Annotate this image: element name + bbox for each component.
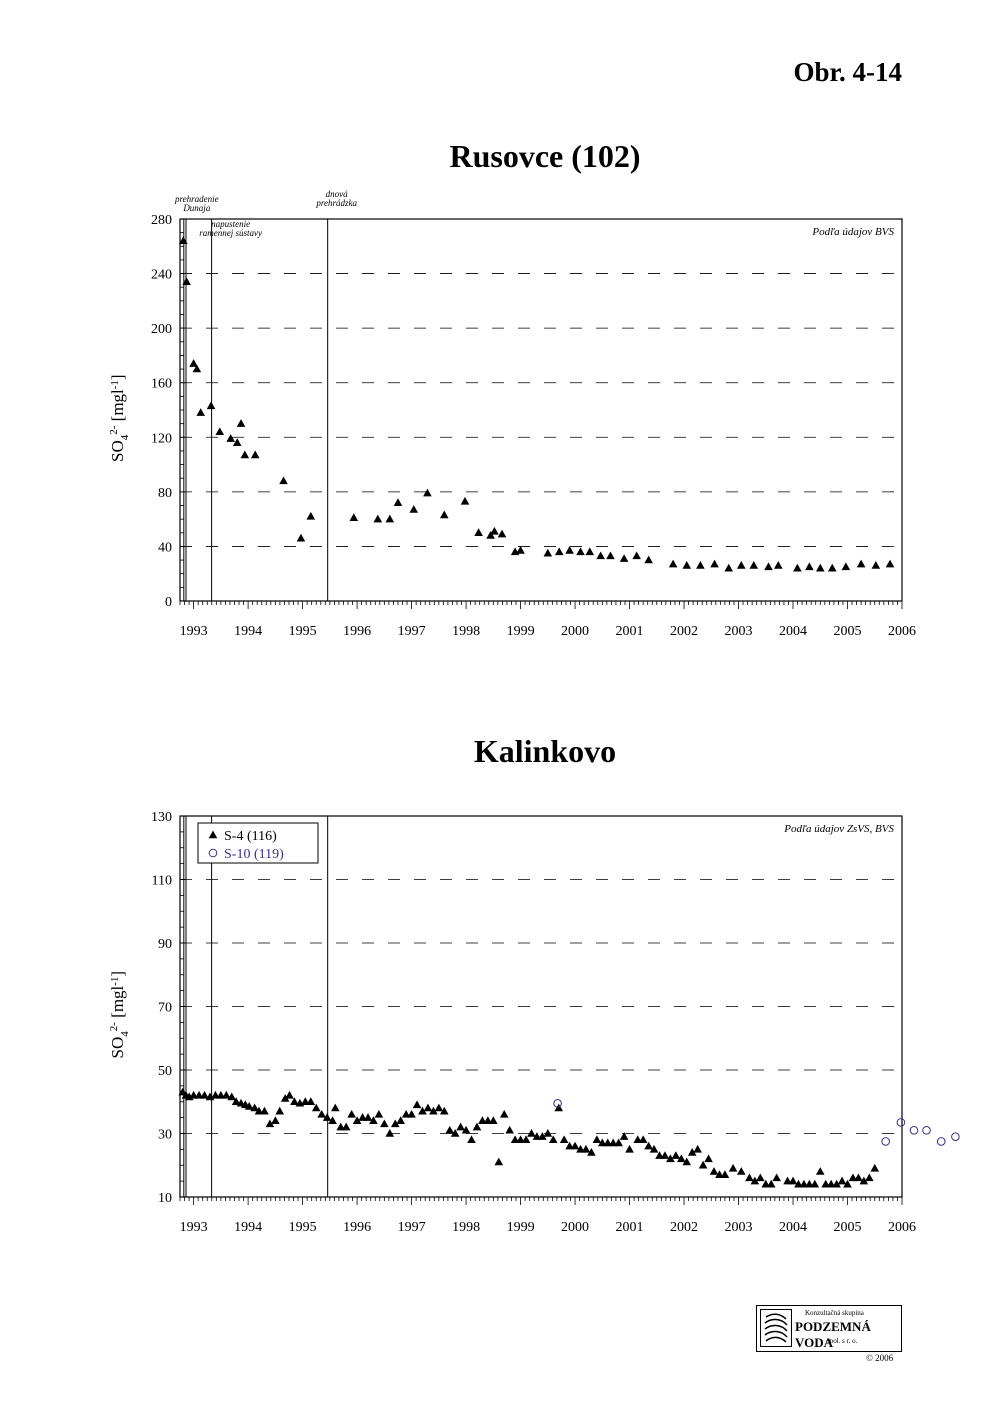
data-point-triangle	[489, 1116, 498, 1124]
y-tick-label: 80	[158, 485, 172, 501]
data-point-triangle	[606, 551, 615, 559]
data-point-triangle	[772, 1173, 781, 1181]
data-point-triangle	[445, 1126, 454, 1134]
company-logo	[756, 1305, 902, 1352]
data-point-triangle	[710, 560, 719, 568]
data-point-triangle	[516, 546, 525, 554]
data-point-triangle	[440, 511, 449, 519]
data-point-triangle	[737, 561, 746, 569]
event-label: ramennej sústavy	[199, 228, 262, 238]
y-axis-label: $SO_4^{2-}$ [mgl$^{-1}$]	[108, 970, 131, 1059]
x-tick-label: 2003	[724, 624, 753, 639]
data-point-triangle	[710, 1167, 719, 1175]
data-point-triangle	[375, 1110, 384, 1118]
data-point-triangle	[424, 1104, 433, 1112]
x-tick-label: 1994	[234, 1220, 263, 1235]
y-tick-label: 130	[151, 810, 172, 825]
data-point-triangle	[872, 561, 881, 569]
logo-company-name: PODZEMNÁ VODA	[795, 1319, 871, 1350]
y-tick-label: 40	[158, 540, 172, 556]
data-point-triangle	[582, 1145, 591, 1153]
data-point-triangle	[774, 561, 783, 569]
data-point-triangle	[237, 419, 246, 427]
data-point-triangle	[555, 547, 564, 555]
data-point-triangle	[672, 1151, 681, 1159]
data-point-triangle	[342, 1123, 351, 1131]
x-tick-label: 2006	[888, 1220, 916, 1235]
x-tick-label: 1993	[179, 624, 208, 639]
data-point-triangle	[505, 1126, 514, 1134]
x-tick-label: 2005	[833, 1220, 862, 1235]
figure-label: Obr. 4-14	[793, 57, 902, 87]
data-point-triangle	[704, 1154, 713, 1162]
x-tick-label: 1994	[234, 624, 263, 639]
data-point-triangle	[886, 560, 895, 568]
data-point-triangle	[350, 513, 359, 521]
legend-label: S-4 (116)	[224, 829, 277, 844]
data-point-triangle	[756, 1173, 765, 1181]
x-tick-label: 1995	[288, 624, 317, 639]
data-point-triangle	[682, 561, 691, 569]
y-tick-label: 70	[158, 1000, 172, 1016]
data-point-triangle	[306, 512, 315, 520]
data-point-triangle	[816, 564, 825, 572]
data-point-triangle	[838, 1177, 847, 1185]
data-point-triangle	[394, 498, 403, 506]
data-point-circle	[952, 1133, 960, 1141]
x-tick-label: 1997	[397, 624, 426, 639]
data-point-triangle	[565, 546, 574, 554]
data-point-triangle	[724, 564, 733, 572]
data-point-triangle	[865, 1173, 874, 1181]
data-point-triangle	[490, 527, 499, 535]
data-point-triangle	[661, 1151, 670, 1159]
y-axis-label: $SO_4^{2-}$ [mgl$^{-1}$]	[108, 374, 131, 462]
data-point-triangle	[544, 1129, 553, 1137]
x-tick-label: 2006	[888, 624, 916, 639]
x-tick-label: 2004	[779, 624, 808, 639]
data-point-triangle	[423, 489, 432, 497]
data-point-triangle	[560, 1135, 569, 1143]
y-tick-label: 10	[158, 1191, 172, 1206]
data-point-triangle	[544, 549, 553, 557]
x-tick-label: 2004	[779, 1220, 808, 1235]
data-point-triangle	[226, 434, 235, 442]
legend-label: S-10 (119)	[224, 847, 284, 862]
x-tick-label: 1993	[179, 1220, 208, 1235]
data-point-triangle	[596, 551, 605, 559]
data-point-triangle	[271, 1116, 280, 1124]
data-point-circle	[937, 1138, 945, 1146]
x-tick-label: 1999	[506, 1220, 535, 1235]
source-note: Podľa údajov BVS	[812, 226, 894, 238]
data-point-triangle	[279, 476, 288, 484]
x-tick-label: 1996	[343, 624, 372, 639]
x-tick-label: 1995	[288, 1220, 317, 1235]
event-label: napustenie	[211, 219, 251, 229]
data-point-triangle	[854, 1173, 863, 1181]
data-point-triangle	[494, 1158, 503, 1166]
data-point-triangle	[816, 1167, 825, 1175]
data-point-triangle	[632, 551, 641, 559]
y-tick-label: 160	[151, 376, 172, 392]
data-point-triangle	[275, 1107, 284, 1115]
y-tick-label: 200	[151, 322, 172, 338]
data-point-triangle	[347, 1110, 356, 1118]
data-point-triangle	[435, 1104, 444, 1112]
data-point-triangle	[620, 554, 629, 562]
data-point-triangle	[870, 1164, 879, 1172]
event-label: Dunaja	[183, 203, 211, 213]
data-point-circle	[910, 1127, 918, 1135]
series-2	[554, 1100, 959, 1146]
data-point-triangle	[233, 438, 242, 446]
data-point-triangle	[857, 560, 866, 568]
series-1	[178, 1088, 879, 1188]
source-note: Podľa údajov ZsVS, BVS	[784, 823, 894, 835]
y-tick-label: 240	[151, 267, 172, 283]
data-point-triangle	[842, 562, 851, 570]
logo-suffix: spol. s r. o.	[827, 1337, 858, 1345]
y-tick-label: 90	[158, 937, 172, 952]
data-point-triangle	[527, 1129, 536, 1137]
data-point-triangle	[749, 561, 758, 569]
data-point-triangle	[331, 1104, 340, 1112]
event-label: prehrádzka	[316, 198, 358, 208]
x-tick-label: 2002	[670, 1220, 699, 1235]
data-point-triangle	[625, 1145, 634, 1153]
data-point-triangle	[500, 1110, 509, 1118]
data-point-triangle	[413, 1100, 422, 1108]
data-point-triangle	[260, 1107, 269, 1115]
copyright-note: © 2006	[866, 1353, 894, 1363]
chart-1	[108, 189, 916, 639]
data-point-circle	[897, 1119, 905, 1127]
x-tick-label: 2001	[615, 624, 644, 639]
y-tick-label: 120	[151, 431, 172, 447]
y-tick-label: 280	[151, 213, 172, 228]
data-point-triangle	[374, 515, 383, 523]
logo-top-text: Konzultačná skupina	[805, 1309, 864, 1317]
x-tick-label: 2002	[670, 624, 699, 639]
y-tick-label: 110	[151, 873, 172, 889]
data-point-triangle	[215, 427, 224, 435]
plot-frame	[180, 219, 902, 601]
data-point-triangle	[409, 505, 418, 513]
data-point-triangle	[207, 401, 216, 409]
x-tick-label: 2000	[561, 624, 590, 639]
data-point-triangle	[467, 1135, 476, 1143]
data-point-circle	[882, 1138, 890, 1146]
data-point-triangle	[251, 451, 260, 459]
data-point-triangle	[721, 1170, 730, 1178]
data-point-triangle	[793, 564, 802, 572]
data-point-triangle	[693, 1145, 702, 1153]
data-point-triangle	[571, 1142, 580, 1150]
wave-logo-icon	[760, 1309, 792, 1347]
event-label: prehradenie	[174, 194, 219, 204]
data-point-circle	[923, 1127, 931, 1135]
data-point-triangle	[696, 561, 705, 569]
data-point-triangle	[828, 564, 837, 572]
event-label: dnová	[325, 189, 348, 199]
chart-title-rusovce: Rusovce (102)	[449, 138, 641, 174]
x-tick-label: 1997	[397, 1220, 426, 1235]
data-point-triangle	[498, 530, 507, 538]
data-point-triangle	[456, 1123, 465, 1131]
chart-2	[108, 810, 959, 1235]
data-point-triangle	[461, 497, 470, 505]
chart-title-kalinkovo: Kalinkovo	[473, 733, 617, 769]
data-point-triangle	[385, 1129, 394, 1137]
data-point-triangle	[364, 1113, 373, 1121]
data-point-triangle	[764, 562, 773, 570]
data-point-triangle	[576, 547, 585, 555]
data-point-triangle	[745, 1173, 754, 1181]
y-tick-label: 30	[158, 1127, 172, 1143]
x-tick-label: 2000	[561, 1220, 590, 1235]
data-point-triangle	[593, 1135, 602, 1143]
data-point-triangle	[474, 528, 483, 536]
x-tick-label: 1996	[343, 1220, 372, 1235]
data-point-triangle	[385, 515, 394, 523]
x-tick-label: 2003	[724, 1220, 753, 1235]
y-tick-label: 50	[158, 1064, 172, 1079]
data-point-triangle	[285, 1091, 294, 1099]
data-point-triangle	[669, 560, 678, 568]
data-point-triangle	[297, 534, 306, 542]
data-point-triangle	[241, 451, 250, 459]
data-point-triangle	[729, 1164, 738, 1172]
x-tick-label: 2001	[615, 1220, 644, 1235]
y-tick-label: 0	[165, 595, 172, 610]
data-point-triangle	[380, 1119, 389, 1127]
x-tick-label: 1998	[452, 1220, 481, 1235]
data-point-triangle	[306, 1097, 315, 1105]
data-point-triangle	[805, 562, 814, 570]
series-1	[179, 236, 894, 571]
data-point-triangle	[789, 1177, 798, 1185]
data-point-triangle	[196, 408, 205, 416]
x-tick-label: 1999	[506, 624, 535, 639]
data-point-triangle	[811, 1180, 820, 1188]
x-tick-label: 2005	[833, 624, 862, 639]
data-point-triangle	[407, 1110, 416, 1118]
data-point-triangle	[644, 556, 653, 564]
x-tick-label: 1998	[452, 624, 481, 639]
data-point-triangle	[585, 547, 594, 555]
data-point-triangle	[639, 1135, 648, 1143]
data-point-triangle	[737, 1167, 746, 1175]
